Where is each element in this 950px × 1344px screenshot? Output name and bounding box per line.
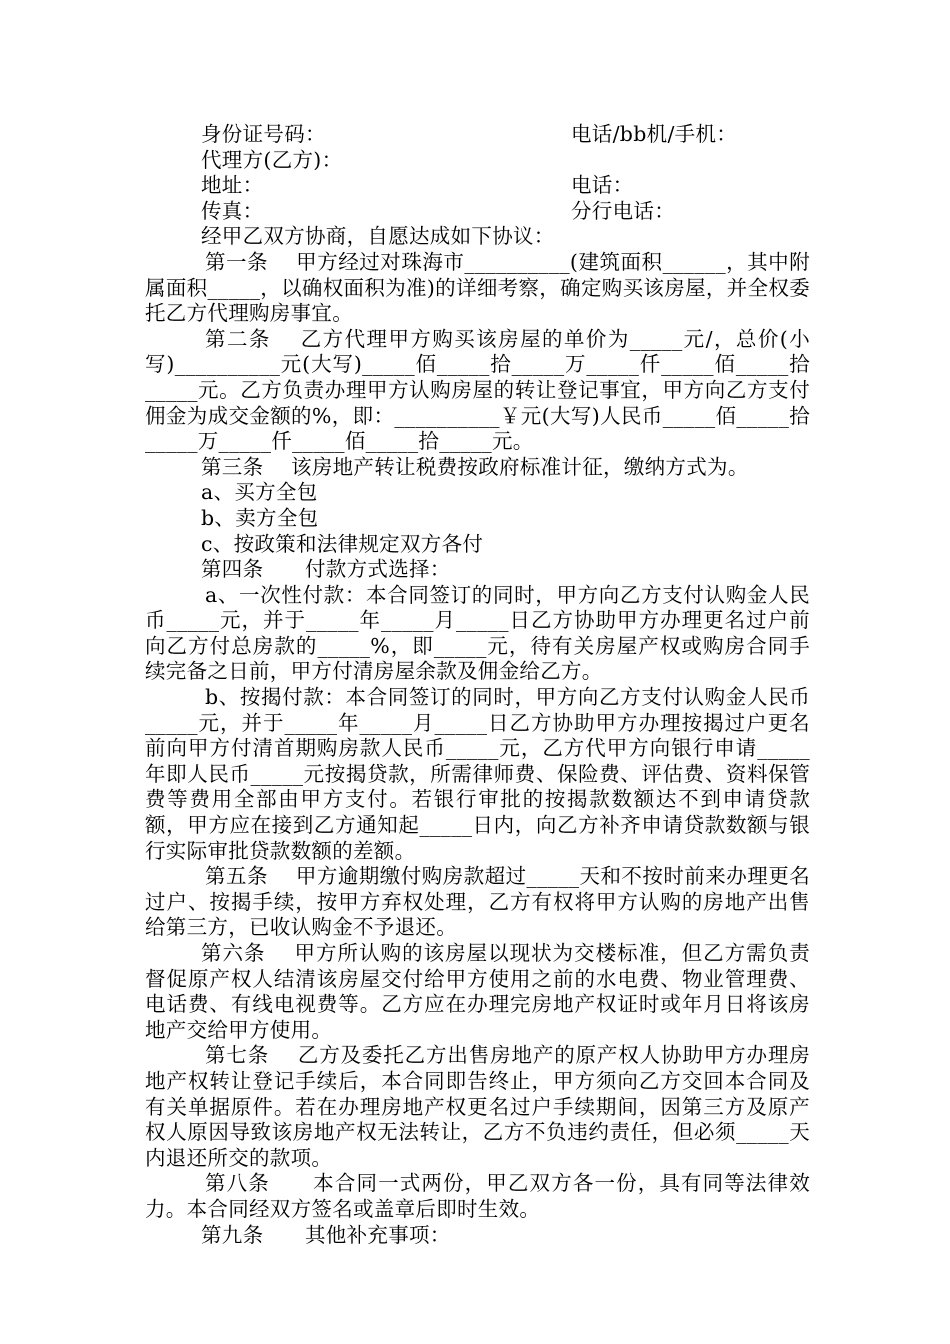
address-label: 地址： [201, 173, 264, 198]
article-4-option-a: a、一次性付款：本合同签订的同时，甲方向乙方支付认购金人民币_____元，并于_____年_____月_____日乙方协助甲方办理更名过户前向乙方付总房款的_____%，即_____元，待有关房屋产权或购房合同手续完备之日前，甲方付清房屋余款及佣金给乙方。 [145, 582, 810, 684]
article-4: 第四条 付款方式选择： [201, 557, 451, 582]
branch-phone-label: 分行电话： [571, 198, 675, 223]
fax-label: 传真： [201, 198, 264, 223]
article-6: 第六条 甲方所认购的该房屋以现状为交楼标准，但乙方需负责督促原产权人结清该房屋交付给甲方使用之前的水电费、物业管理费、电话费、有线电视费等。乙方应在办理完房地产权证时或年月日将该房地产交给甲方使用。 [145, 941, 810, 1042]
id-number-label: 身份证号码： [201, 122, 326, 146]
article-9: 第九条 其他补充事项： [201, 1222, 451, 1247]
phone-pager-mobile-label: 电话/bb机/手机： [571, 122, 738, 146]
article-4-option-b: b、按揭付款：本合同签订的同时，甲方向乙方支付认购金人民币_____元，并于_____年_____月_____日乙方协助甲方办理按揭过户更名前向甲方付清首期购房款人民币_____元，乙方代甲方向银行申请_____年即人民币_____元按揭贷款，所需律师费、保险费、评估费、资料保管费等费用全部由甲方支付。若银行审批的按揭款数额达不到申请贷款额，甲方应在接到乙方通知起_____日内，向乙方补齐申请贷款数额与银行实际审批贷款数额的差额。 [145, 685, 810, 863]
address-phone-row [145, 173, 810, 199]
article-3-option-a: a、买方全包 [201, 480, 318, 505]
agent-party-label: 代理方(乙方)： [201, 147, 343, 172]
intro-paragraph: 经甲乙双方协商，自愿达成如下协议： [201, 224, 555, 249]
article-2: 第二条 乙方代理甲方购买该房屋的单价为_____元/，总价(小写)__________元(大写)_____佰_____拾_____万_____仟_____佰_____拾_____元。乙方负责办理甲方认购房屋的转让登记事宜，甲方向乙方支付佣金为成交金额的%，即：__________￥元(大写)人民币_____佰_____拾_____万_____仟_____佰_____拾_____元。 [145, 326, 810, 454]
fax-branch-row [145, 199, 810, 225]
phone-label: 电话： [571, 173, 634, 198]
agent-row [145, 148, 810, 174]
article-7: 第七条 乙方及委托乙方出售房地产的原产权人协助甲方办理房地产权转让登记手续后，本合同即告终止，甲方须向乙方交回本合同及有关单据原件。若在办理房地产权更名过户手续期间，因第三方及原产权人原因导致该房地产权无法转让，乙方不负违约责任，但必须_____天内退还所交的款项。 [145, 1043, 810, 1170]
id-phone-row [145, 122, 810, 148]
article-3: 第三条 该房地产转让税费按政府标准计征，缴纳方式为。 [201, 454, 749, 479]
article-1: 第一条 甲方经过对珠海市__________(建筑面积______，其中附属面积_____，以确权面积为准)的详细考察，确定购买该房屋，并全权委托乙方代理购房事宜。 [145, 249, 810, 326]
article-3-option-c: c、按政策和法律规定双方各付 [201, 531, 484, 556]
contract-page [145, 122, 810, 1248]
article-3-option-b: b、卖方全包 [201, 505, 319, 530]
article-5: 第五条 甲方逾期缴付购房款超过_____天和不按时前来办理更名过户、按揭手续，按甲方弃权处理，乙方有权将甲方认购的房地产出售给第三方，已收认购金不予退还。 [145, 864, 810, 940]
article-8: 第八条 本合同一式两份，甲乙双方各一份，具有同等法律效力。本合同经双方签名或盖章后即时生效。 [145, 1171, 810, 1221]
